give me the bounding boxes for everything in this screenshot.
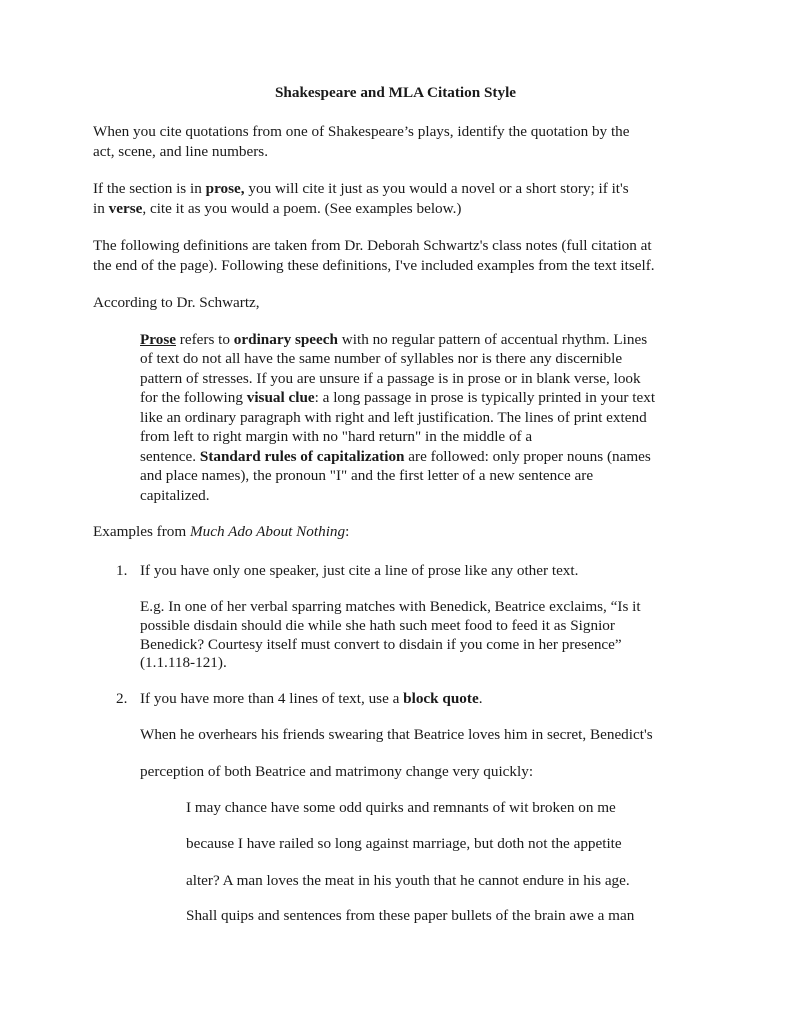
example-1-line-3: Benedick? Courtesy itself must convert to disdain if you come in her presence” bbox=[140, 636, 622, 653]
quote-line-2: of text do not all have the same number of syllables nor is there any discernible bbox=[140, 350, 623, 367]
according-line: According to Dr. Schwartz, bbox=[93, 294, 260, 311]
example-1-line-1: E.g. In one of her verbal sparring matches with Benedick, Beatrice exclaims, “Is it bbox=[140, 598, 641, 615]
quote-line-4: for the following visual clue: a long passage in prose is typically printed in your text bbox=[140, 389, 656, 406]
block-quote-line-1: I may chance have some odd quirks and remnants of wit broken on me bbox=[186, 799, 616, 816]
example-1-line-2: possible disdain should die while she hath such meet food to feed it as Signior bbox=[140, 617, 615, 634]
block-quote-line-4: Shall quips and sentences from these paper bullets of the brain awe a man bbox=[186, 907, 635, 924]
quote-line-3: pattern of stresses. If you are unsure if a passage is in prose or in blank verse, look bbox=[140, 370, 641, 387]
block-quote-line-2: because I have railed so long against marriage, but doth not the appetite bbox=[186, 835, 622, 852]
quote-line-5: like an ordinary paragraph with right and left justification. The lines of print extend bbox=[140, 409, 647, 426]
item-1-text: If you have only one speaker, just cite a line of prose like any other text. bbox=[140, 562, 579, 579]
page-title: Shakespeare and MLA Citation Style bbox=[274, 84, 517, 101]
quote-line-9: capitalized. bbox=[140, 487, 210, 504]
prose-verse-line-1: If the section is in prose, you will cite it just as you would a novel or a short story; if it's bbox=[93, 180, 629, 197]
quote-line-8: and place names), the pronoun "I" and the first letter of a new sentence are bbox=[140, 467, 594, 484]
example-1-line-4: (1.1.118-121). bbox=[140, 654, 227, 671]
quote-line-6: from left to right margin with no "hard return" in the middle of a bbox=[140, 428, 533, 445]
quote-line-1: Prose refers to ordinary speech with no regular pattern of accentual rhythm. Lines bbox=[140, 331, 648, 348]
intro-line-2: act, scene, and line numbers. bbox=[93, 143, 269, 160]
block-quote-line-3: alter? A man loves the meat in his youth that he cannot endure in his age. bbox=[186, 872, 630, 889]
prose-verse-line-2: in verse, cite it as you would a poem. (See examples below.) bbox=[93, 200, 462, 217]
item-1-number: 1. bbox=[116, 562, 128, 579]
item-2-text: If you have more than 4 lines of text, use a block quote. bbox=[140, 690, 483, 707]
item-2-number: 2. bbox=[116, 690, 128, 707]
item-2-para-line-2: perception of both Beatrice and matrimony change very quickly: bbox=[140, 763, 534, 780]
intro-line-1: When you cite quotations from one of Shakespeare’s plays, identify the quotation by the bbox=[93, 123, 630, 140]
item-2-para-line-1: When he overhears his friends swearing that Beatrice loves him in secret, Benedict's bbox=[140, 726, 653, 743]
examples-heading: Examples from Much Ado About Nothing: bbox=[93, 523, 350, 540]
definitions-line-1: The following definitions are taken from Dr. Deborah Schwartz's class notes (full citation at bbox=[93, 237, 652, 254]
quote-line-7: sentence. Standard rules of capitalization are followed: only proper nouns (names bbox=[140, 448, 651, 465]
definitions-line-2: the end of the page). Following these definitions, I've included examples from the text itself. bbox=[93, 257, 655, 274]
